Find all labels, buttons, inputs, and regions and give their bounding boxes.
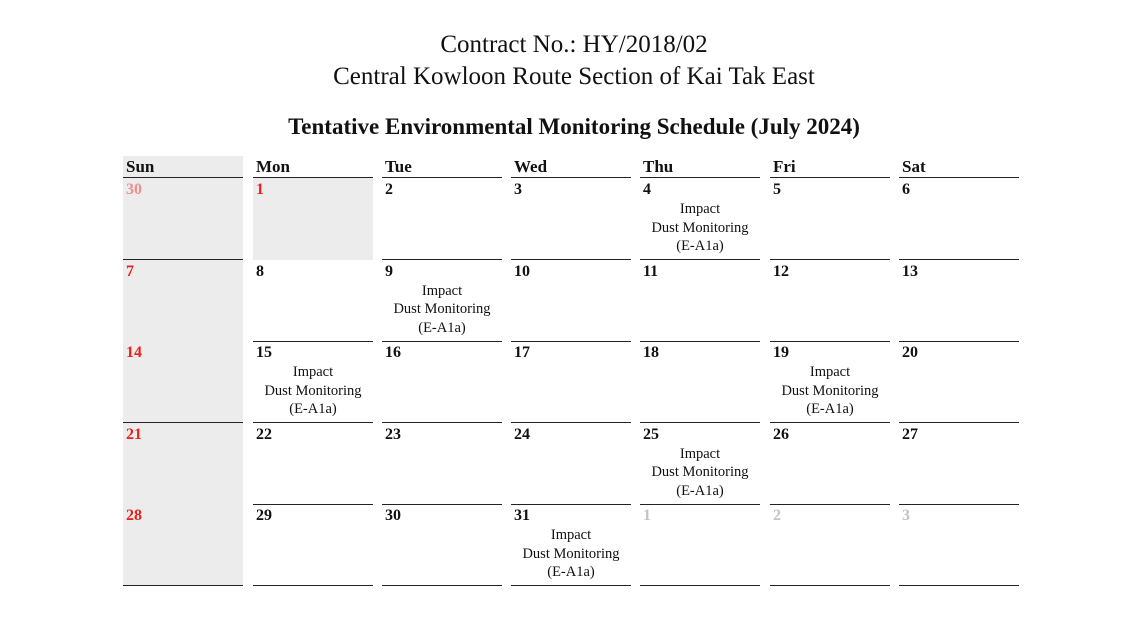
day-cell — [899, 178, 1019, 260]
day-number: 27 — [902, 425, 918, 443]
day-cell — [640, 178, 760, 260]
day-cell — [511, 178, 631, 260]
day-number: 16 — [385, 344, 401, 361]
day-cell — [382, 341, 502, 423]
monitoring-event — [640, 200, 760, 256]
day-number: 31 — [514, 507, 530, 524]
day-cell — [382, 178, 502, 260]
event-line: (E-A1a) — [806, 401, 854, 417]
day-number: 22 — [256, 425, 272, 443]
day-cell — [382, 504, 502, 586]
day-number: 30 — [126, 181, 142, 198]
day-number: 10 — [514, 262, 530, 280]
day-number: 3 — [902, 507, 910, 524]
event-line: Dust Monitoring — [781, 382, 879, 399]
event-line: Dust Monitoring — [522, 545, 620, 562]
day-number: 30 — [385, 507, 401, 524]
day-cell — [899, 260, 1019, 342]
day-cell — [123, 341, 243, 423]
event-line: (E-A1a) — [676, 482, 724, 499]
day-number: 6 — [902, 181, 910, 198]
day-number: 1 — [643, 507, 651, 524]
day-cell — [899, 423, 1019, 505]
day-number: 2 — [385, 181, 393, 198]
day-cell — [511, 260, 631, 342]
schedule-title: Tentative Environmental Monitoring Schedule (July 2024) — [288, 114, 860, 139]
day-cell — [640, 341, 760, 423]
day-number: 21 — [126, 425, 142, 443]
weekday-sat: Sat — [899, 156, 1019, 178]
day-number: 29 — [256, 507, 272, 524]
monitoring-event — [640, 445, 760, 501]
day-cell — [511, 423, 631, 505]
weekday-tue: Tue — [382, 156, 502, 178]
day-cell — [511, 341, 631, 423]
event-line: Dust Monitoring — [393, 301, 491, 317]
day-number: 7 — [126, 262, 134, 280]
day-cell — [253, 260, 373, 342]
day-cell — [899, 341, 1019, 423]
day-cell — [253, 423, 373, 505]
event-line: Impact — [679, 445, 721, 462]
day-number: 4 — [643, 181, 651, 198]
day-cell — [770, 260, 890, 342]
day-number: 18 — [643, 344, 659, 361]
event-line: (E-A1a) — [547, 564, 595, 580]
monitoring-event — [253, 363, 373, 419]
weekday-sun: Sun — [123, 156, 243, 178]
day-cell — [511, 504, 631, 586]
weekday-header-row — [0, 156, 1148, 178]
day-number: 1 — [256, 181, 264, 198]
weekday-wed: Wed — [511, 156, 631, 178]
day-number: 13 — [902, 262, 918, 280]
day-number: 23 — [385, 425, 401, 443]
event-line: Dust Monitoring — [264, 382, 362, 399]
day-cell — [770, 341, 890, 423]
day-number: 11 — [643, 262, 659, 280]
event-line: Impact — [292, 364, 334, 380]
event-line: (E-A1a) — [289, 401, 337, 417]
day-number: 14 — [126, 344, 142, 361]
day-number: 26 — [773, 425, 789, 443]
day-number: 25 — [643, 425, 659, 443]
event-line: Impact — [679, 201, 721, 217]
day-number: 3 — [514, 181, 522, 198]
event-line: (E-A1a) — [676, 238, 724, 254]
weekday-thu: Thu — [640, 156, 760, 178]
day-number: 17 — [514, 344, 530, 361]
day-cell — [123, 423, 243, 505]
day-cell — [253, 178, 373, 260]
day-number: 2 — [773, 507, 781, 524]
day-cell — [253, 341, 373, 423]
weekday-mon: Mon — [253, 156, 373, 178]
day-number: 5 — [773, 181, 781, 198]
event-line: Impact — [809, 364, 851, 380]
day-cell — [770, 178, 890, 260]
event-line: (E-A1a) — [418, 319, 466, 336]
event-line: Impact — [421, 282, 463, 299]
day-cell — [123, 260, 243, 342]
monitoring-event — [382, 282, 502, 338]
day-number: 9 — [385, 262, 393, 280]
day-number: 19 — [773, 344, 789, 361]
day-cell — [640, 260, 760, 342]
day-cell — [382, 423, 502, 505]
event-line: Impact — [550, 527, 592, 543]
project-name: Central Kowloon Route Section of Kai Tak East — [333, 63, 815, 90]
day-cell — [899, 504, 1019, 586]
day-number: 24 — [514, 425, 530, 443]
day-number: 8 — [256, 262, 264, 280]
day-number: 12 — [773, 262, 789, 280]
monitoring-event — [770, 363, 890, 419]
event-line: Dust Monitoring — [651, 219, 749, 236]
event-line: Dust Monitoring — [651, 464, 749, 480]
day-cell — [123, 504, 243, 586]
day-number: 15 — [256, 344, 272, 361]
day-cell — [770, 423, 890, 505]
day-number: 20 — [902, 344, 918, 361]
day-cell — [640, 504, 760, 586]
day-cell — [382, 260, 502, 342]
day-number: 28 — [126, 507, 142, 524]
monitoring-event — [511, 526, 631, 582]
day-cell — [123, 178, 243, 260]
contract-number: Contract No.: HY/2018/02 — [440, 31, 708, 58]
weekday-fri: Fri — [770, 156, 890, 178]
day-cell — [770, 504, 890, 586]
day-cell — [640, 423, 760, 505]
day-cell — [253, 504, 373, 586]
